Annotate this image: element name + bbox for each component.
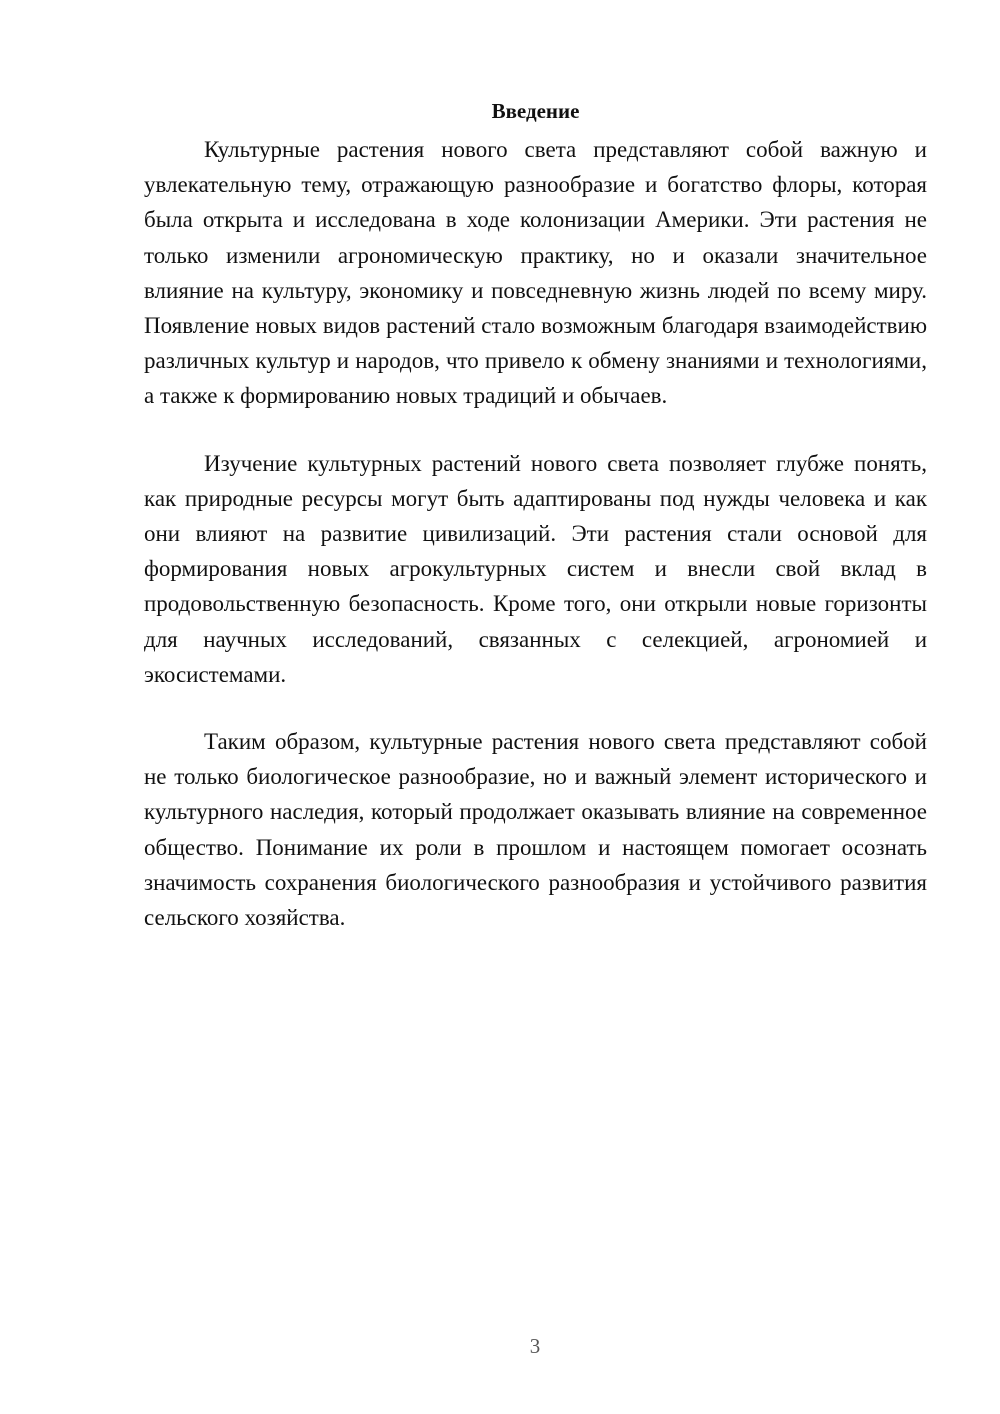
section-title: Введение bbox=[491, 99, 580, 123]
page-content bbox=[144, 96, 927, 967]
paragraph-1: Культурные растения нового света представляют собой важную и увлекательную тему, отражающую разнообразие и богатство флоры, которая была открыта и исследована в ходе колонизации Америки. Эти растения не только изменили агрономическую практику, но и оказали значительное влияние на культуру, экономику и повседневную жизнь людей по всему миру. Появление новых видов растений стало возможным благодаря взаимодействию различных культур и народов, что привело к обмену знаниями и технологиями, а также к формированию новых традиций и обычаев. bbox=[144, 137, 927, 409]
paragraph-3: Таким образом, культурные растения нового света представляют собой не только биологическое разнообразие, но и важный элемент исторического и культурного наследия, который продолжает оказывать влияние на современное общество. Понимание их роли в прошлом и настоящем помогает осознать значимость сохранения биологического разнообразия и устойчивого развития сельского хозяйства. bbox=[144, 729, 927, 931]
paragraph-2: Изучение культурных растений нового света позволяет глубже понять, как природные ресурсы могут быть адаптированы под нужды человека и как они влияют на развитие цивилизаций. Эти растения стали основой для формирования новых агрокультурных систем и внесли свой вклад в продовольственную безопасность. Кроме того, они открыли новые горизонты для научных исследований, связанных с селекцией, агрономией и экосистемами. bbox=[144, 450, 927, 687]
page-number: 3 bbox=[529, 1334, 541, 1358]
